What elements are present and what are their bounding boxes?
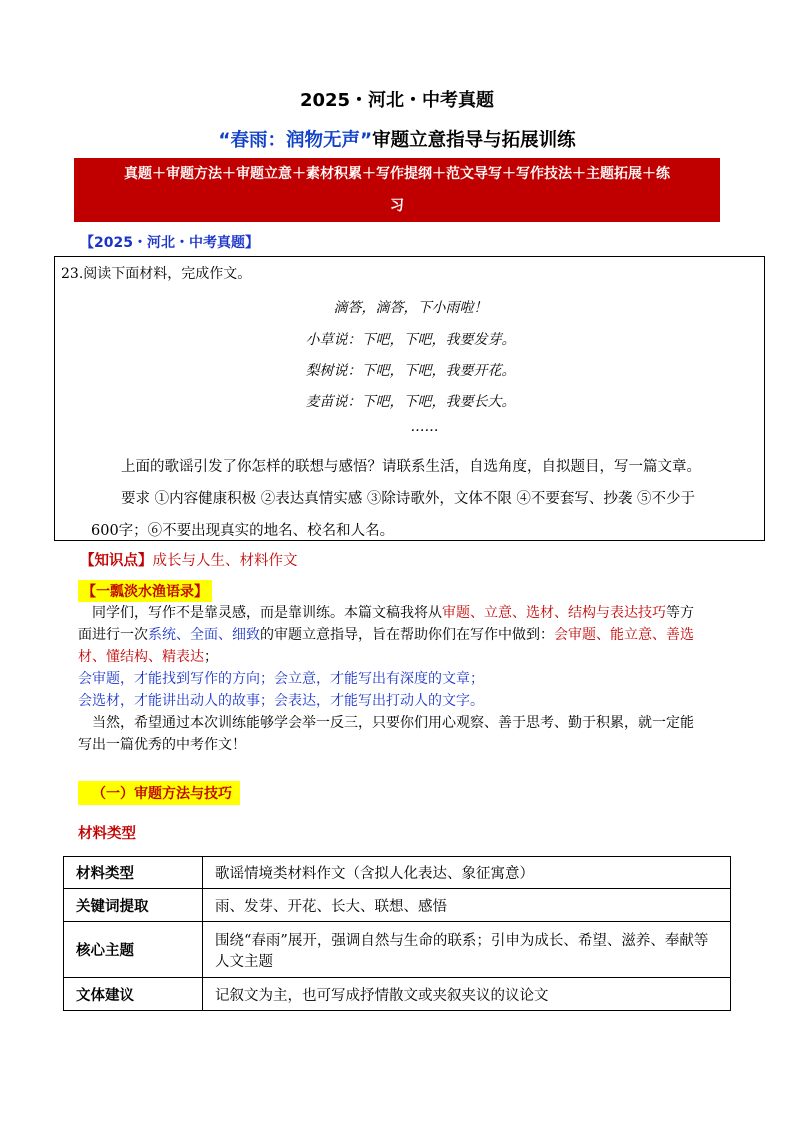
requirements-line-2: 600字；⑥不要出现真实的地名、校名和人名。 [91, 523, 395, 539]
question-heading: 23.阅读下面材料，完成作文。 [61, 266, 252, 282]
tips-text: 的审题立意指导，旨在帮助你们在写作中做到： [260, 627, 554, 643]
page-subtitle [0, 126, 794, 152]
ballad-line: …… [410, 419, 439, 435]
knowledge-point [80, 549, 298, 570]
tips-keyword: 材、懂结构、精表达 [78, 649, 204, 665]
tips-paragraph-3 [78, 646, 728, 668]
tips-text: ； [204, 649, 218, 665]
tips-tag: 【一瓢淡水渔语录】 [78, 580, 212, 602]
table-row [64, 978, 731, 1011]
subtitle-rest: 审题立意指导与拓展训练 [372, 130, 576, 151]
tips-paragraph-2 [78, 624, 728, 646]
table-value-cell: 围绕“春雨”展开，强调自然与生命的联系；引申为成长、希望、滋养、奉献等人文主题 [203, 922, 731, 978]
material-table [63, 856, 731, 1011]
tips-text: 同学们，写作不是靠灵感，而是靠训练。本篇文稿我将从 [92, 605, 442, 621]
table-value-cell: 歌谣情境类材料作文（含拟人化表达、象征寓意） [203, 857, 731, 889]
tips-paragraph-5: 会选材，才能讲出动人的故事；会表达，才能写出打动人的文字。 [78, 693, 484, 709]
tips-paragraph-4: 会审题，才能找到写作的方向；会立意，才能写出有深度的文章； [78, 671, 484, 687]
ballad-line: 梨树说：下吧，下吧，我要开花。 [305, 363, 516, 379]
table-key-cell: 材料类型 [64, 857, 203, 889]
ballad-line: 麦苗说：下吧，下吧，我要长大。 [305, 394, 516, 410]
tips-keyword: 系统、全面、细致 [148, 627, 260, 643]
knowledge-text: 成长与人生、材料作文 [152, 553, 298, 569]
question-box [54, 256, 765, 541]
section-heading-1: （一）审题方法与技巧 [78, 781, 240, 805]
tips-keyword: 会审题、能立意、善选 [554, 627, 694, 643]
table-key-cell: 关键词提取 [64, 889, 203, 922]
question-prompt: 上面的歌谣引发了你怎样的联想与感悟？请联系生活，自选角度，自拟题目，写一篇文章。 [121, 459, 701, 475]
subtitle-quoted-theme: “春雨：润物无声” [218, 130, 373, 151]
table-row [64, 922, 731, 978]
table-value-cell: 雨、发芽、开花、长大、联想、感悟 [203, 889, 731, 922]
banner-line-2: 习 [390, 198, 404, 214]
table-key-cell: 核心主题 [64, 922, 203, 978]
exam-source-tag: 【2025・河北・中考真题】 [80, 235, 259, 251]
ballad-line: 滴答，滴答，下小雨啦！ [333, 300, 488, 316]
table-row [64, 889, 731, 922]
table-row [64, 857, 731, 889]
tips-keyword: 审题、立意、选材、结构与表达技巧 [442, 605, 666, 621]
tips-paragraph-7: 写出一篇优秀的中考作文！ [78, 737, 246, 753]
material-type-label: 材料类型 [78, 826, 136, 842]
requirements-line-1: 要求 ①内容健康积极 ②表达真情实感 ③除诗歌外，文体不限 ④不要套写、抄袭 ⑤不少于 [121, 491, 696, 507]
table-value-cell: 记叙文为主，也可写成抒情散文或夹叙夹议的议论文 [203, 978, 731, 1011]
tips-text: 面进行一次 [78, 627, 148, 643]
contents-banner [74, 158, 720, 222]
knowledge-label: 【知识点】 [80, 553, 153, 569]
ballad-line: 小草说：下吧，下吧，我要发芽。 [305, 332, 516, 348]
tips-text: 等方 [666, 605, 694, 621]
table-key-cell: 文体建议 [64, 978, 203, 1011]
page-title: 2025・河北・中考真题 [299, 90, 495, 111]
banner-line-1: 真题＋审题方法＋审题立意＋素材积累＋写作提纲＋范文导写＋写作技法＋主题拓展＋练 [124, 166, 670, 182]
tips-paragraph-1 [92, 602, 742, 624]
tips-paragraph-6: 当然，希望通过本次训练能够学会举一反三，只要你们用心观察、善于思考、勤于积累，就一定能 [92, 715, 694, 731]
